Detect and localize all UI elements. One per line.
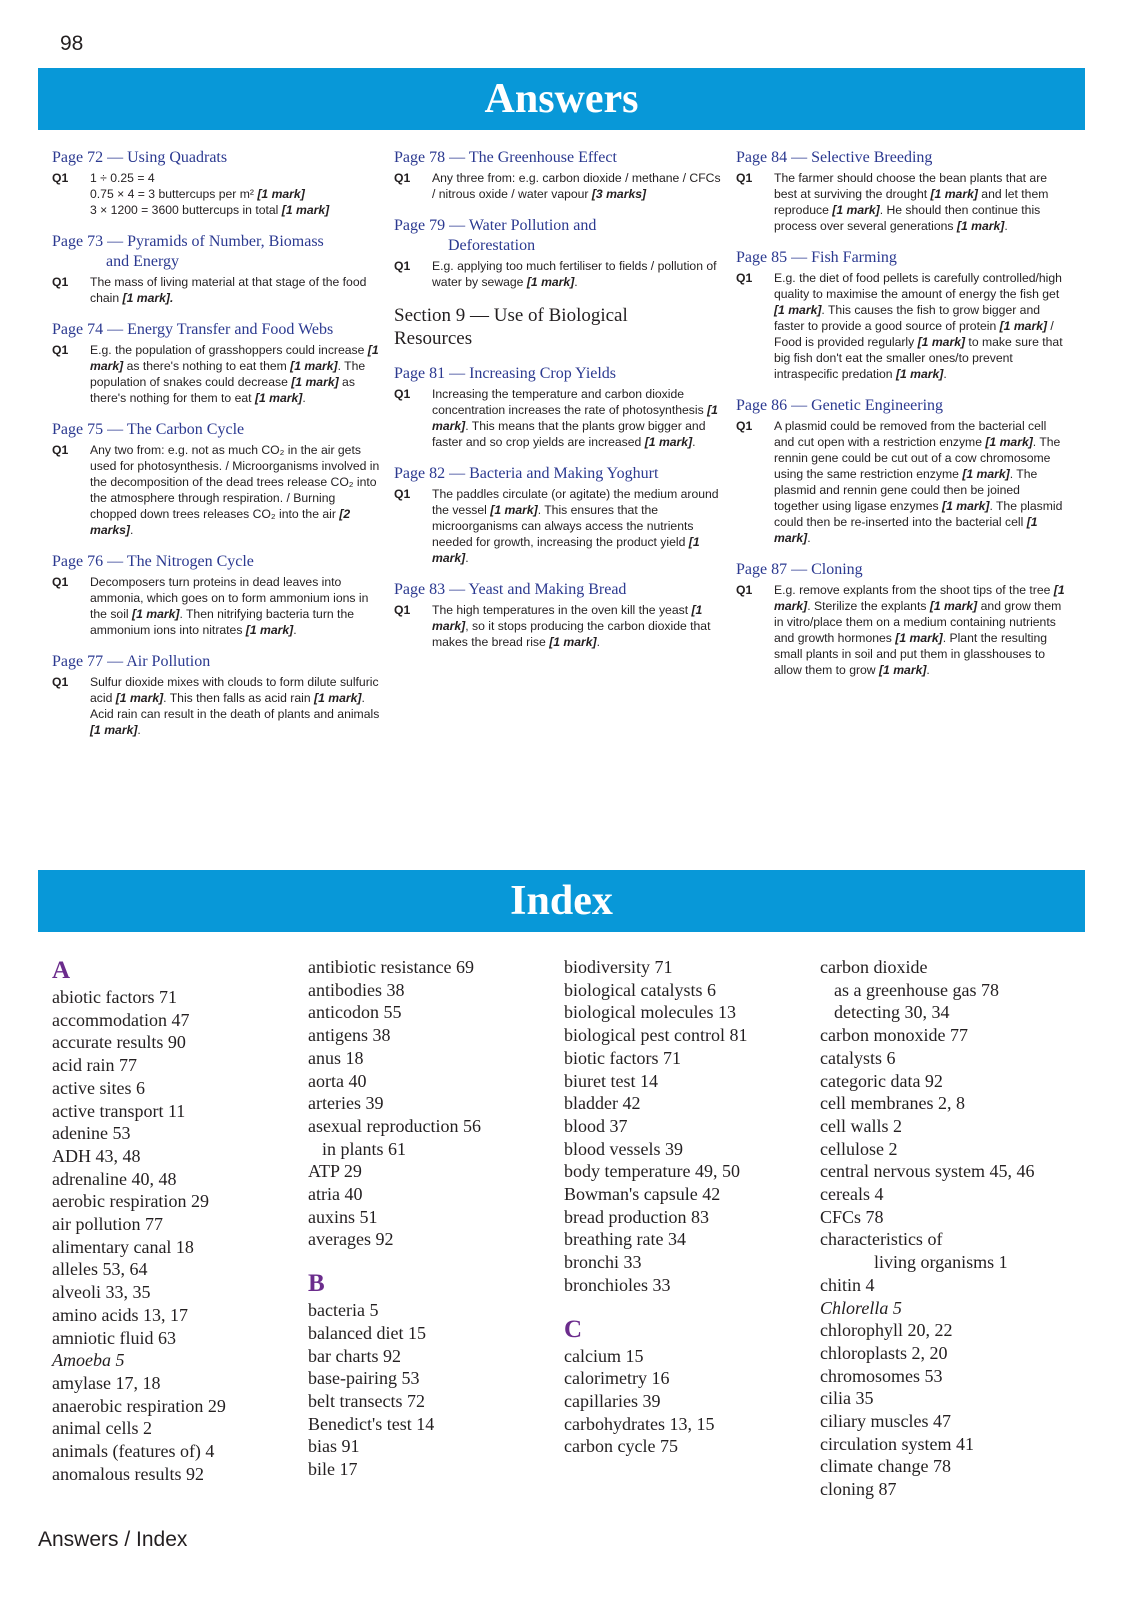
index-entry: blood 37 — [564, 1115, 628, 1136]
index-entry: carbon monoxide 77 — [820, 1025, 968, 1046]
index-column-1 — [52, 956, 302, 1485]
index-entry: antigens 38 — [308, 1025, 391, 1046]
answer-page-87 — [736, 560, 1066, 678]
answer-heading-line-2: and Energy — [106, 253, 180, 270]
answer-heading: Page 81 — Increasing Crop Yields — [394, 365, 617, 382]
answer-text: Increasing the temperature and carbon dioxide concentration increases the rate of photosynthesis [1 mark]. This means that the plants grow bigger and faster and so crop yields are increased [1 mark]. — [432, 387, 718, 449]
answer-text: The mass of living material at that stage of the food chain — [90, 275, 367, 305]
question-label: Q1 — [736, 171, 753, 185]
index-entry: bar charts 92 — [308, 1345, 401, 1366]
index-entry: as a greenhouse gas 78 — [834, 979, 999, 1000]
question-label: Q1 — [394, 171, 411, 185]
answer-text: E.g. the diet of food pellets is carefully controlled/high quality to maximise the amount of energy the fish get [1 mark]. This causes the fish to grow bigger and faster to provide a good source of protein [1 mark] / Food is provided regularly [1 mark] to make sure that big fish don't eat the smaller ones/to prevent intraspecific predation [1 mark]. — [774, 271, 1063, 381]
index-entry: calorimetry 16 — [564, 1368, 670, 1389]
index-letter-c: C — [564, 1315, 583, 1343]
index-entry: cell walls 2 — [820, 1115, 902, 1136]
mark-text: [1 mark]. — [122, 291, 174, 305]
answer-text: E.g. remove explants from the shoot tips of the tree [1 mark]. Sterilize the explants [1 mark] and grow them in vitro/place them on a medium containing nutrients and growth hormones [1 mark]. Plant the resulting small plants in soil and put them in glasshouses to allow them to grow [1 mark]. — [774, 583, 1065, 677]
index-entry: bronchi 33 — [564, 1252, 642, 1273]
answer-text: Any three from: e.g. carbon dioxide / methane / CFCs / nitrous oxide / water vapour [3 marks] — [432, 171, 721, 201]
index-entry: characteristics of — [820, 1229, 943, 1250]
answer-page-74 — [52, 320, 382, 406]
question-label: Q1 — [394, 387, 411, 401]
index-entry: biodiversity 71 — [564, 957, 673, 977]
index-entry: breathing rate 34 — [564, 1229, 686, 1250]
index-entry: anticodon 55 — [308, 1002, 402, 1023]
index-entry: catalysts 6 — [820, 1047, 896, 1068]
index-letter-a: A — [52, 957, 71, 984]
index-entry: bacteria 5 — [308, 1300, 379, 1321]
answer-heading — [52, 232, 382, 272]
answer-page-86 — [736, 396, 1066, 546]
index-entry: detecting 30, 34 — [834, 1002, 950, 1023]
index-entry: Bowman's capsule 42 — [564, 1184, 721, 1205]
index-entry: cereals 4 — [820, 1184, 884, 1205]
index-entry: circulation system 41 — [820, 1433, 974, 1454]
index-entry: calcium 15 — [564, 1345, 644, 1366]
index-entry: animal cells 2 — [52, 1418, 152, 1439]
answer-text: Any two from: e.g. not as much CO₂ in the air gets used for photosynthesis. / Microorganisms involved in the decomposition of the dead trees release CO₂ into the atmosphere through respiration. / Burning chopped down trees releases CO₂ into the air [2 marks]. — [90, 443, 380, 537]
answer-heading: Page 72 — Using Quadrats — [52, 149, 228, 166]
question-label: Q1 — [394, 487, 411, 501]
answer-page-83 — [394, 580, 724, 650]
index-entry: alveoli 33, 35 — [52, 1282, 151, 1303]
index-entry: ADH 43, 48 — [52, 1145, 141, 1166]
index-entry: carbon cycle 75 — [564, 1436, 678, 1457]
index-entry: amniotic fluid 63 — [52, 1327, 176, 1348]
answer-text: Sulfur dioxide mixes with clouds to form dilute sulfuric acid [1 mark]. This then falls as acid rain [1 mark]. Acid rain can result in the death of plants and animals [1 mark]. — [90, 675, 380, 737]
index-entry: abiotic factors 71 — [52, 987, 177, 1007]
answer-text: The farmer should choose the bean plants that are best at surviving the drought [1 mark] and let them reproduce [1 mark]. He should then continue this process over several generations [1 mark]. — [774, 171, 1049, 233]
answer-page-85 — [736, 248, 1066, 382]
answer-heading-line-2: Deforestation — [448, 237, 536, 254]
index-entry: bronchioles 33 — [564, 1274, 671, 1295]
index-column-3 — [564, 956, 814, 1458]
index-entry: biotic factors 71 — [564, 1047, 681, 1068]
question-label: Q1 — [52, 343, 69, 357]
index-entry: ATP 29 — [308, 1161, 362, 1182]
answer-text: E.g. the population of grasshoppers could increase [1 mark] as there's nothing to eat them [1 mark]. The population of snakes could decrease [1 mark] as there's nothing for them to eat [1 mark]. — [90, 343, 379, 405]
index-entry: in plants 61 — [322, 1138, 406, 1159]
index-entry: cilia 35 — [820, 1388, 874, 1409]
index-entry: CFCs 78 — [820, 1206, 884, 1227]
index-entry: alimentary canal 18 — [52, 1236, 194, 1257]
index-column-4 — [820, 956, 1082, 1501]
index-entry: living organisms 1 — [874, 1252, 1008, 1273]
answer-heading: Page 87 — Cloning — [736, 561, 863, 578]
question-label: Q1 — [52, 443, 69, 457]
index-entry: aerobic respiration 29 — [52, 1191, 209, 1212]
answers-column-1 — [52, 148, 382, 752]
answer-heading: Page 83 — Yeast and Making Bread — [394, 581, 627, 598]
section-title-line-1: Section 9 — Use of Biological — [394, 305, 628, 326]
index-entry: arteries 39 — [308, 1093, 384, 1114]
index-entry: amino acids 13, 17 — [52, 1304, 188, 1325]
index-entry: adenine 53 — [52, 1123, 131, 1144]
answer-line: 3 × 1200 = 3600 buttercups in total [1 mark] — [90, 203, 330, 217]
answer-heading: Page 74 — Energy Transfer and Food Webs — [52, 321, 334, 338]
answer-page-78 — [394, 148, 724, 202]
index-entry: categoric data 92 — [820, 1070, 943, 1091]
index-entry: cell membranes 2, 8 — [820, 1093, 965, 1114]
index-entry: biological pest control 81 — [564, 1025, 748, 1046]
index-entry: chloroplasts 2, 20 — [820, 1342, 948, 1363]
question-label: Q1 — [394, 603, 411, 617]
index-entry: belt transects 72 — [308, 1390, 425, 1411]
answer-page-76 — [52, 552, 382, 638]
index-entry: adrenaline 40, 48 — [52, 1168, 177, 1189]
index-entry: acid rain 77 — [52, 1055, 137, 1076]
answers-column-3 — [736, 148, 1066, 692]
index-entry: biuret test 14 — [564, 1070, 658, 1091]
answer-line: 0.75 × 4 = 3 buttercups per m² [1 mark] — [90, 187, 305, 201]
answer-page-75 — [52, 420, 382, 538]
index-banner: Index — [38, 870, 1085, 932]
index-entry: Benedict's test 14 — [308, 1413, 435, 1434]
index-entry: Amoeba 5 — [52, 1350, 125, 1371]
index-entry: asexual reproduction 56 — [308, 1115, 481, 1136]
question-label: Q1 — [52, 675, 69, 689]
index-entry: air pollution 77 — [52, 1214, 163, 1235]
index-entry: averages 92 — [308, 1229, 394, 1250]
index-column-2 — [308, 956, 558, 1481]
answer-line: 1 ÷ 0.25 = 4 — [90, 171, 155, 185]
answer-heading: Page 76 — The Nitrogen Cycle — [52, 553, 254, 570]
index-entry: balanced diet 15 — [308, 1322, 426, 1343]
answer-text: The paddles circulate (or agitate) the medium around the vessel [1 mark]. This ensures that the microorganisms can always access the nutrients needed for growth, increasing the product yield [1 mark]. — [432, 487, 719, 565]
index-entry: chlorophyll 20, 22 — [820, 1320, 953, 1341]
index-letter-b: B — [308, 1270, 325, 1298]
index-entry: bias 91 — [308, 1436, 360, 1457]
answer-page-81 — [394, 364, 724, 450]
answer-text: A plasmid could be removed from the bacterial cell and cut open with a restriction enzyme [1 mark]. The rennin gene could be cut out of a cow chromosome using the same restriction enzyme [1 mark]. The plasmid and rennin gene could then be joined together using ligase enzymes [1 mark]. The plasmid could then be re-inserted into the bacterial cell [1 mark]. — [774, 419, 1063, 545]
answer-text: E.g. applying too much fertiliser to fields / pollution of water by sewage [1 mark]. — [432, 259, 717, 289]
index-entry: climate change 78 — [820, 1456, 951, 1477]
index-entry: base-pairing 53 — [308, 1368, 420, 1389]
index-entry: amylase 17, 18 — [52, 1372, 161, 1393]
index-entry: Chlorella 5 — [820, 1297, 902, 1318]
answer-heading — [394, 216, 724, 256]
answer-heading: Page 84 — Selective Breeding — [736, 149, 933, 166]
index-entry: accommodation 47 — [52, 1009, 190, 1030]
index-entry: cellulose 2 — [820, 1138, 898, 1159]
index-entry: ciliary muscles 47 — [820, 1411, 951, 1432]
footer-title: Answers / Index — [38, 1528, 188, 1551]
answer-page-79 — [394, 216, 724, 290]
index-entry: animals (features of) 4 — [52, 1441, 215, 1462]
index-entry: antibodies 38 — [308, 979, 405, 1000]
answer-heading: Page 75 — The Carbon Cycle — [52, 421, 245, 438]
index-entry: accurate results 90 — [52, 1032, 186, 1053]
index-entry: biological catalysts 6 — [564, 979, 716, 1000]
answer-text: Decomposers turn proteins in dead leaves into ammonia, which goes on to form ammonium ions in the soil [1 mark]. Then nitrifying bacteria turn the ammonium ions into nitrates [1 mark]. — [90, 575, 369, 637]
answer-page-73 — [52, 232, 382, 306]
index-entry: anus 18 — [308, 1047, 364, 1068]
index-entry: chitin 4 — [820, 1274, 875, 1295]
question-label: Q1 — [52, 575, 69, 589]
question-label: Q1 — [736, 271, 753, 285]
answer-page-77 — [52, 652, 382, 738]
index-entry: carbon dioxide — [820, 957, 928, 977]
index-entry: auxins 51 — [308, 1206, 378, 1227]
answer-heading: Page 77 — Air Pollution — [52, 653, 211, 670]
question-label: Q1 — [394, 259, 411, 273]
index-entry: cloning 87 — [820, 1479, 897, 1500]
question-label: Q1 — [52, 275, 69, 289]
index-entry: alleles 53, 64 — [52, 1259, 148, 1280]
question-label: Q1 — [52, 171, 69, 185]
question-label: Q1 — [736, 583, 753, 597]
question-label: Q1 — [736, 419, 753, 433]
answer-heading-line-1: Page 73 — Pyramids of Number, Biomass — [52, 233, 324, 250]
answers-column-2 — [394, 148, 724, 664]
index-entry: active sites 6 — [52, 1077, 145, 1098]
index-entry: bread production 83 — [564, 1206, 709, 1227]
answers-banner: Answers — [38, 68, 1085, 130]
index-entry: capillaries 39 — [564, 1390, 661, 1411]
answer-heading: Page 78 — The Greenhouse Effect — [394, 149, 617, 166]
index-entry: atria 40 — [308, 1184, 363, 1205]
index-entry: bile 17 — [308, 1459, 358, 1480]
answer-heading: Page 86 — Genetic Engineering — [736, 397, 944, 414]
answer-page-84 — [736, 148, 1066, 234]
index-entry: chromosomes 53 — [820, 1365, 943, 1386]
answer-heading: Page 82 — Bacteria and Making Yoghurt — [394, 465, 659, 482]
section-title — [394, 304, 724, 350]
index-entry: central nervous system 45, 46 — [820, 1161, 1035, 1182]
index-entry: blood vessels 39 — [564, 1138, 683, 1159]
answer-page-72 — [52, 148, 382, 218]
answer-heading-line-1: Page 79 — Water Pollution and — [394, 217, 597, 234]
index-entry: antibiotic resistance 69 — [308, 957, 474, 977]
index-entry: bladder 42 — [564, 1093, 641, 1114]
page-number: 98 — [60, 32, 84, 55]
index-entry: aorta 40 — [308, 1070, 367, 1091]
index-entry: biological molecules 13 — [564, 1002, 736, 1023]
index-entry: body temperature 49, 50 — [564, 1161, 740, 1182]
answer-page-82 — [394, 464, 724, 566]
index-entry: carbohydrates 13, 15 — [564, 1413, 715, 1434]
index-entry: anaerobic respiration 29 — [52, 1395, 226, 1416]
answer-text: The high temperatures in the oven kill the yeast [1 mark], so it stops producing the carbon dioxide that makes the bread rise [1 mark]. — [432, 603, 711, 649]
section-title-line-2: Resources — [394, 328, 473, 349]
answer-heading: Page 85 — Fish Farming — [736, 249, 897, 266]
index-entry: active transport 11 — [52, 1100, 186, 1121]
index-entry: anomalous results 92 — [52, 1463, 204, 1484]
